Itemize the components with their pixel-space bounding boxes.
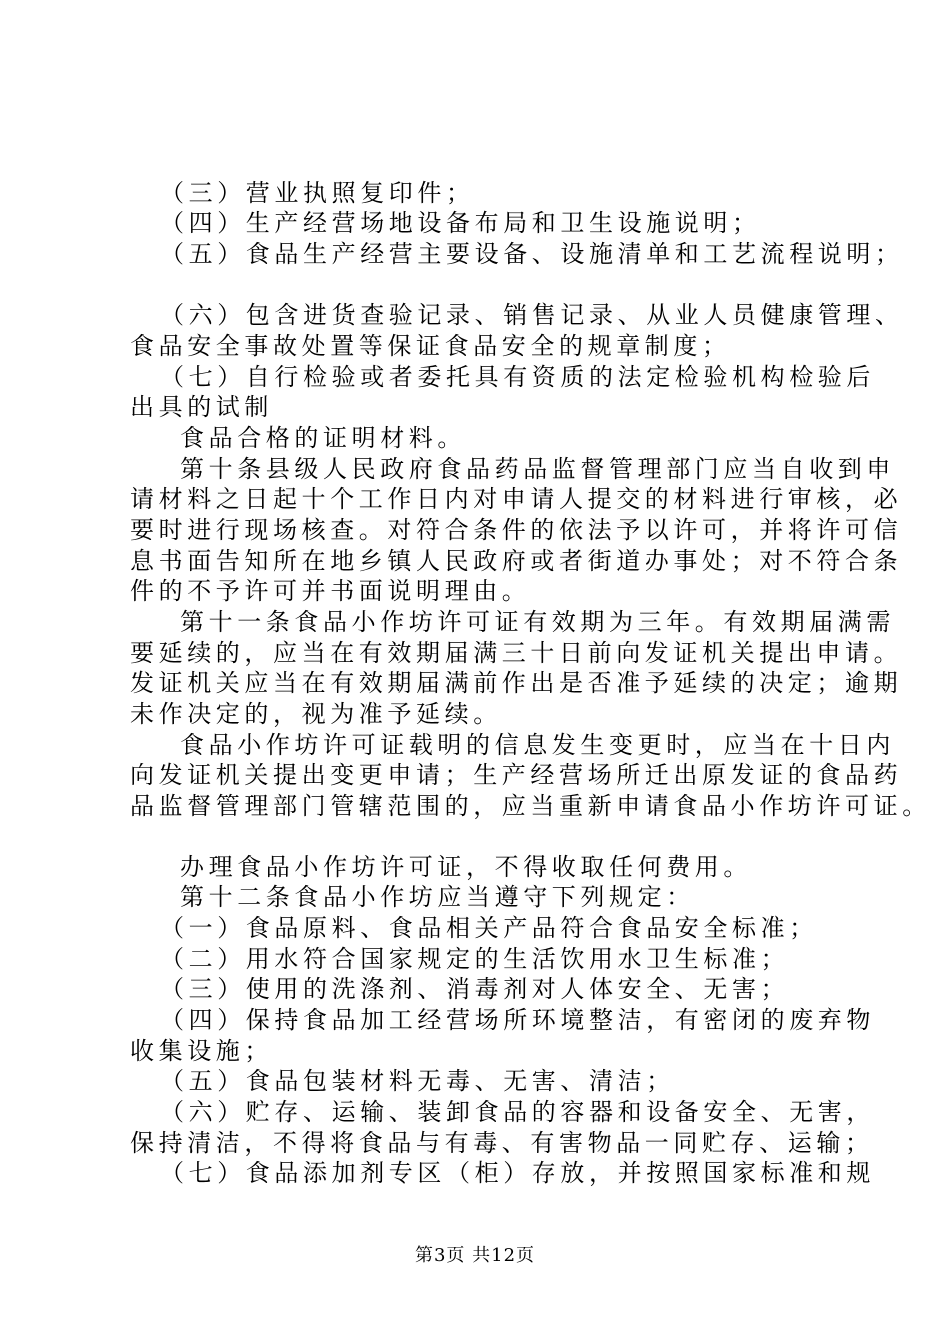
text-line: 要时进行现场核查。对符合条件的依法予以许可，并将许可信 bbox=[130, 516, 903, 544]
text-line: 食品小作坊许可证载明的信息发生变更时，应当在十日内 bbox=[180, 731, 895, 759]
text-line: 请材料之日起十个工作日内对申请人提交的材料进行审核，必 bbox=[130, 485, 903, 513]
text-line: 出具的试制 bbox=[130, 393, 273, 421]
text-line: （七）自行检验或者委托具有资质的法定检验机构检验后 bbox=[160, 363, 875, 391]
text-line: 食品安全事故处置等保证食品安全的规章制度； bbox=[130, 332, 731, 360]
text-line: 息书面告知所在地乡镇人民政府或者街道办事处；对不符合条 bbox=[130, 547, 903, 575]
text-line: （四）生产经营场地设备布局和卫生设施说明； bbox=[160, 209, 761, 237]
text-line: （六）贮存、运输、装卸食品的容器和设备安全、无害， bbox=[160, 1098, 875, 1126]
text-line: 第十二条食品小作坊应当遵守下列规定： bbox=[180, 883, 695, 911]
text-line: （七）食品添加剂专区（柜）存放，并按照国家标准和规 bbox=[160, 1159, 875, 1187]
text-line: 发证机关应当在有效期届满前作出是否准予延续的决定；逾期 bbox=[130, 669, 903, 697]
text-line: 向发证机关提出变更申请；生产经营场所迁出原发证的食品药 bbox=[130, 761, 903, 789]
text-line: 食品合格的证明材料。 bbox=[180, 424, 466, 452]
text-line: 收集设施； bbox=[130, 1037, 273, 1065]
text-line: 第十一条食品小作坊许可证有效期为三年。有效期届满需 bbox=[180, 608, 895, 636]
text-line: （三）使用的洗涤剂、消毒剂对人体安全、无害； bbox=[160, 975, 790, 1003]
text-line: （三）营业执照复印件； bbox=[160, 179, 475, 207]
text-line: 要延续的，应当在有效期届满三十日前向发证机关提出申请。 bbox=[130, 639, 903, 667]
text-line: 办理食品小作坊许可证，不得收取任何费用。 bbox=[180, 853, 752, 881]
text-line: 保持清洁，不得将食品与有毒、有害物品一同贮存、运输； bbox=[130, 1129, 874, 1157]
page-footer: 第3页 共12页 bbox=[414, 1245, 536, 1266]
text-line: 未作决定的，视为准予延续。 bbox=[130, 700, 502, 728]
text-line: （五）食品包装材料无毒、无害、清洁； bbox=[160, 1067, 675, 1095]
text-line: 品监督管理部门管辖范围的，应当重新申请食品小作坊许可证。 bbox=[130, 792, 931, 820]
text-line: （二）用水符合国家规定的生活饮用水卫生标准； bbox=[160, 945, 790, 973]
text-line: （四）保持食品加工经营场所环境整洁，有密闭的废弃物 bbox=[160, 1006, 875, 1034]
text-line: （一）食品原料、食品相关产品符合食品安全标准； bbox=[160, 914, 818, 942]
text-line: （六）包含进货查验记录、销售记录、从业人员健康管理、 bbox=[160, 301, 904, 329]
text-line: （五）食品生产经营主要设备、设施清单和工艺流程说明； bbox=[160, 240, 904, 268]
text-line: 第十条县级人民政府食品药品监督管理部门应当自收到申 bbox=[180, 455, 895, 483]
text-line: 件的不予许可并书面说明理由。 bbox=[130, 577, 531, 605]
